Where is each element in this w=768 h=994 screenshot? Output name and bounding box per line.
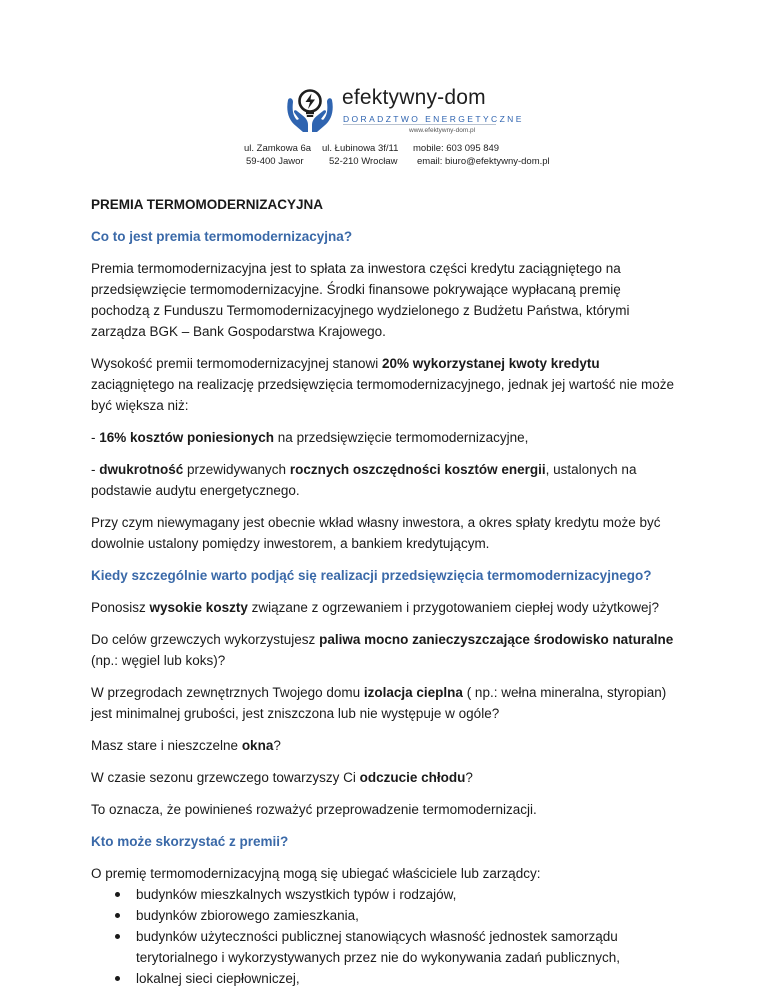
text-run: Ponosisz (91, 600, 150, 615)
text-run: na przedsięwzięcie termomodernizacyjne, (274, 430, 529, 445)
bold-text: izolacja cieplna (363, 685, 463, 700)
text-run: związane z ogrzewaniem i przygotowaniem ciepłej wody użytkowej? (247, 600, 660, 615)
list-item: budynków zbiorowego zamieszkania, (91, 905, 681, 926)
list-item: budynków użyteczności publicznej stanowiących własność jednostek samorządu terytorialnego i wykorzystywanych przez nie do wykonywania zadań publicznych, (91, 926, 681, 968)
bold-text: paliwa mocno zanieczyszczające środowisko naturalne (319, 632, 674, 647)
bold-text: wysokie koszty (149, 600, 248, 615)
paragraph (91, 629, 681, 671)
bold-text: okna (241, 738, 274, 753)
document-title: PREMIA TERMOMODERNIZACYJNA (91, 197, 324, 212)
text-run: zaciągniętego na realizację przedsięwzięcia termomodernizacyjnego, jednak jej wartość nie może być większa niż: (91, 377, 675, 413)
paragraph (91, 682, 681, 724)
text-run: - (91, 462, 100, 477)
text-run: , ustalonych na podstawie audytu energetycznego. (91, 462, 637, 498)
contact-info (413, 142, 550, 168)
section-heading: Co to jest premia termomodernizacyjna? (91, 229, 353, 244)
text-run: Masz stare i nieszczelne (91, 738, 242, 753)
logo-divider (343, 124, 496, 125)
address-jawor (244, 142, 311, 168)
logo-url: www.efektywny-dom.pl (409, 127, 476, 134)
paragraph: O premię termomodernizacyjną mogą się ubiegać właściciele lub zarządcy: (91, 866, 541, 881)
document-body (91, 194, 681, 989)
address-street: ul. Zamkowa 6a (244, 143, 312, 154)
logo-name: efektywny-dom (342, 86, 486, 109)
email-address: email: biuro@efektywny-dom.pl (417, 156, 550, 167)
text-run: W przegrodach zewnętrznych Twojego domu (91, 685, 364, 700)
text-run: - (91, 430, 100, 445)
bold-text: 20% wykorzystanej kwoty kredytu (381, 356, 600, 371)
text-run: ? (465, 770, 473, 785)
hands-bulb-icon (284, 86, 336, 136)
company-logo (284, 86, 524, 136)
paragraph (91, 459, 681, 501)
paragraph: To oznacza, że powinieneś rozważyć przeprowadzenie termomodernizacji. (91, 802, 537, 817)
text-run: przewidywanych (183, 462, 290, 477)
text-run: W czasie sezonu grzewczego towarzyszy Ci (91, 770, 360, 785)
paragraph (91, 353, 681, 416)
list-item: budynków mieszkalnych wszystkich typów i rodzajów, (91, 884, 681, 905)
mobile-number: mobile: 603 095 849 (413, 143, 500, 154)
paragraph (91, 767, 681, 788)
text-run: Do celów grzewczych wykorzystujesz (91, 632, 320, 647)
address-street: ul. Łubinowa 3f/11 (322, 143, 399, 154)
paragraph: Przy czym niewymagany jest obecnie wkład własny inwestora, a okres spłaty kredytu może być dowolnie ustalony pomiędzy inwestorem, a bankiem kredytującym. (91, 515, 661, 551)
text-run: Wysokość premii termomodernizacyjnej stanowi (91, 356, 382, 371)
eligible-list (91, 884, 681, 989)
logo-tagline: DORADZTWO ENERGETYCZNE (343, 114, 524, 124)
address-city: 59-400 Jawor (246, 156, 304, 167)
address-wroclaw (322, 142, 398, 168)
text-run: (np.: węgiel lub koks)? (91, 653, 226, 668)
section-heading: Kiedy szczególnie warto podjąć się realizacji przedsięwzięcia termomodernizacyjnego? (91, 568, 652, 583)
paragraph (91, 735, 681, 756)
address-city: 52-210 Wrocław (329, 156, 398, 167)
section-heading: Kto może skorzystać z premii? (91, 834, 289, 849)
paragraph: Premia termomodernizacyjna jest to spłata za inwestora części kredytu zaciągniętego na przedsięwzięcie termomodernizacyjne. Środki finansowe pokrywające wypłacaną premię pochodzą z Funduszu Termomodernizacyjnego wydzielonego z Budżetu Państwa, którymi zarządza BGK – Bank Gospodarstwa Krajowego. (91, 261, 630, 339)
bold-text: dwukrotność (99, 462, 184, 477)
text-run: ( np.: wełna mineralna, styropian) jest minimalnej grubości, jest zniszczona lub nie występuje w ogóle? (91, 685, 667, 721)
bold-text: odczucie chłodu (359, 770, 466, 785)
paragraph (91, 597, 681, 618)
list-item: lokalnej sieci ciepłowniczej, (91, 968, 681, 989)
bold-text: 16% kosztów poniesionych (99, 430, 275, 445)
text-run: ? (273, 738, 281, 753)
bold-text: rocznych oszczędności kosztów energii (289, 462, 546, 477)
paragraph (91, 427, 681, 448)
